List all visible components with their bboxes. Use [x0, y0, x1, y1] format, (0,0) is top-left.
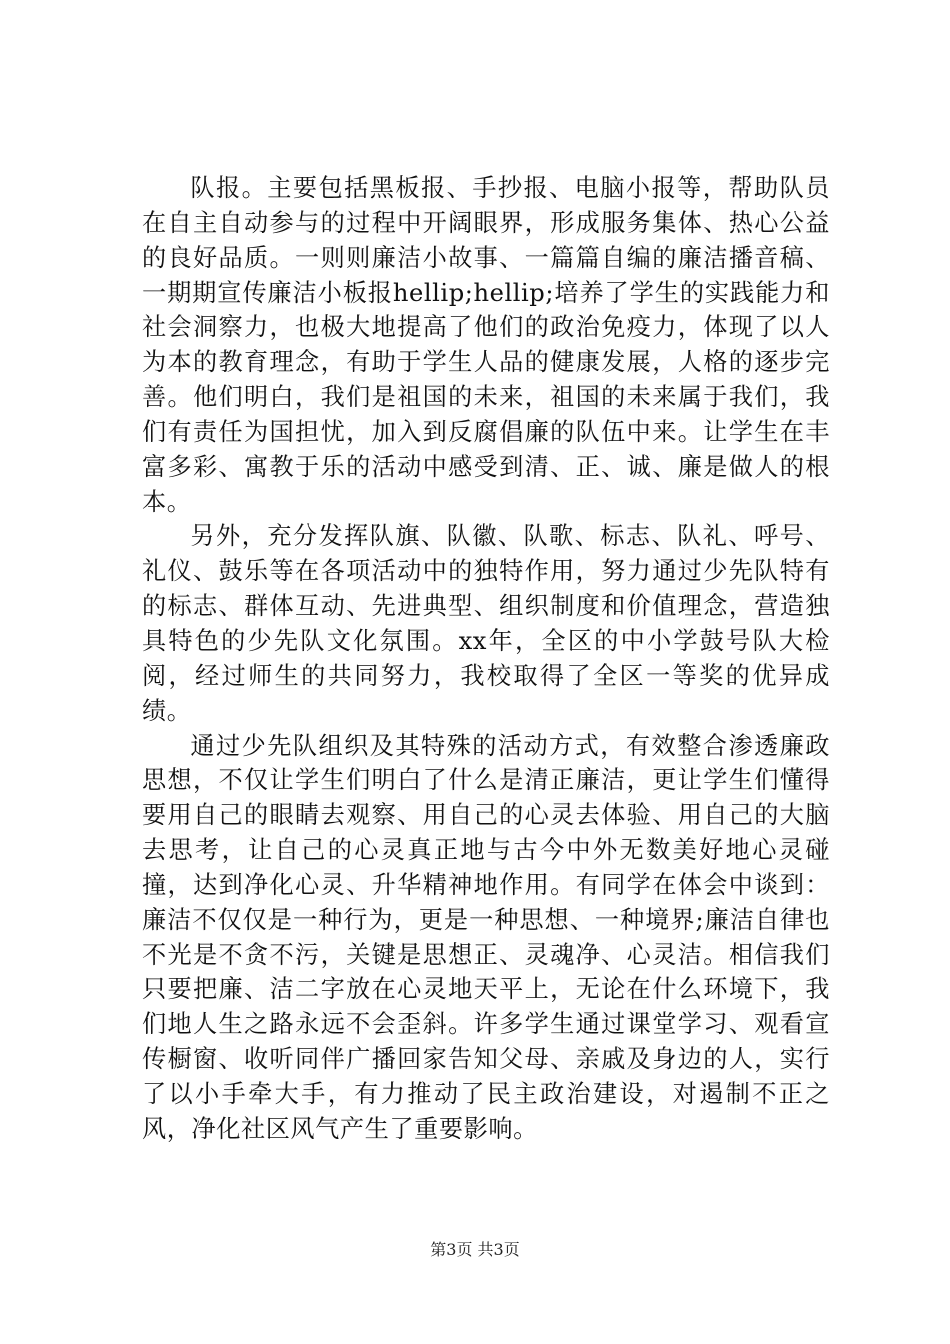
paragraph-3: 通过少先队组织及其特殊的活动方式，有效整合渗透廉政思想，不仅让学生们明白了什么是清正廉洁，更让学生们懂得要用自己的眼睛去观察、用自己的心灵去体验、用自己的大脑去思考，让自己的心灵真正地与古今中外无数美好地心灵碰撞，达到净化心灵、升华精神地作用。有同学在体会中谈到：廉洁不仅仅是一种行为，更是一种思想、一种境界;廉洁自律也不光是不贪不污，关键是思想正、灵魂净、心灵洁。相信我们只要把廉、洁二字放在心灵地天平上，无论在什么环境下，我们地人生之路永远不会歪斜。许多学生通过课堂学习、观看宣传橱窗、收听同伴广播回家告知父母、亲戚及身边的人，实行了以小手牵大手，有力推动了民主政治建设，对遏制不正之风，净化社区风气产生了重要影响。 [142, 731, 830, 1143]
paragraph-1: 队报。主要包括黑板报、手抄报、电脑小报等，帮助队员在自主自动参与的过程中开阔眼界，形成服务集体、热心公益的良好品质。一则则廉洁小故事、一篇篇自编的廉洁播音稿、一期期宣传廉洁小板报hellip;hellip;培养了学生的实践能力和社会洞察力，也极大地提高了他们的政治免疫力，体现了以人为本的教育理念，有助于学生人品的健康发展，人格的逐步完善。他们明白，我们是祖国的未来，祖国的未来属于我们，我们有责任为国担忧，加入到反腐倡廉的队伍中来。让学生在丰富多彩、寓教于乐的活动中感受到清、正、诚、廉是做人的根本。 [142, 174, 830, 516]
page-footer: 第3页 共3页 [430, 1240, 520, 1259]
document-body [142, 171, 830, 1147]
paragraph-2: 另外，充分发挥队旗、队徽、队歌、标志、队礼、呼号、礼仪、鼓乐等在各项活动中的独特作用，努力通过少先队特有的标志、群体互动、先进典型、组织制度和价值理念，营造独具特色的少先队文化氛围。xx年，全区的中小学鼓号队大检阅，经过师生的共同努力，我校取得了全区一等奖的优异成绩。 [142, 522, 830, 725]
